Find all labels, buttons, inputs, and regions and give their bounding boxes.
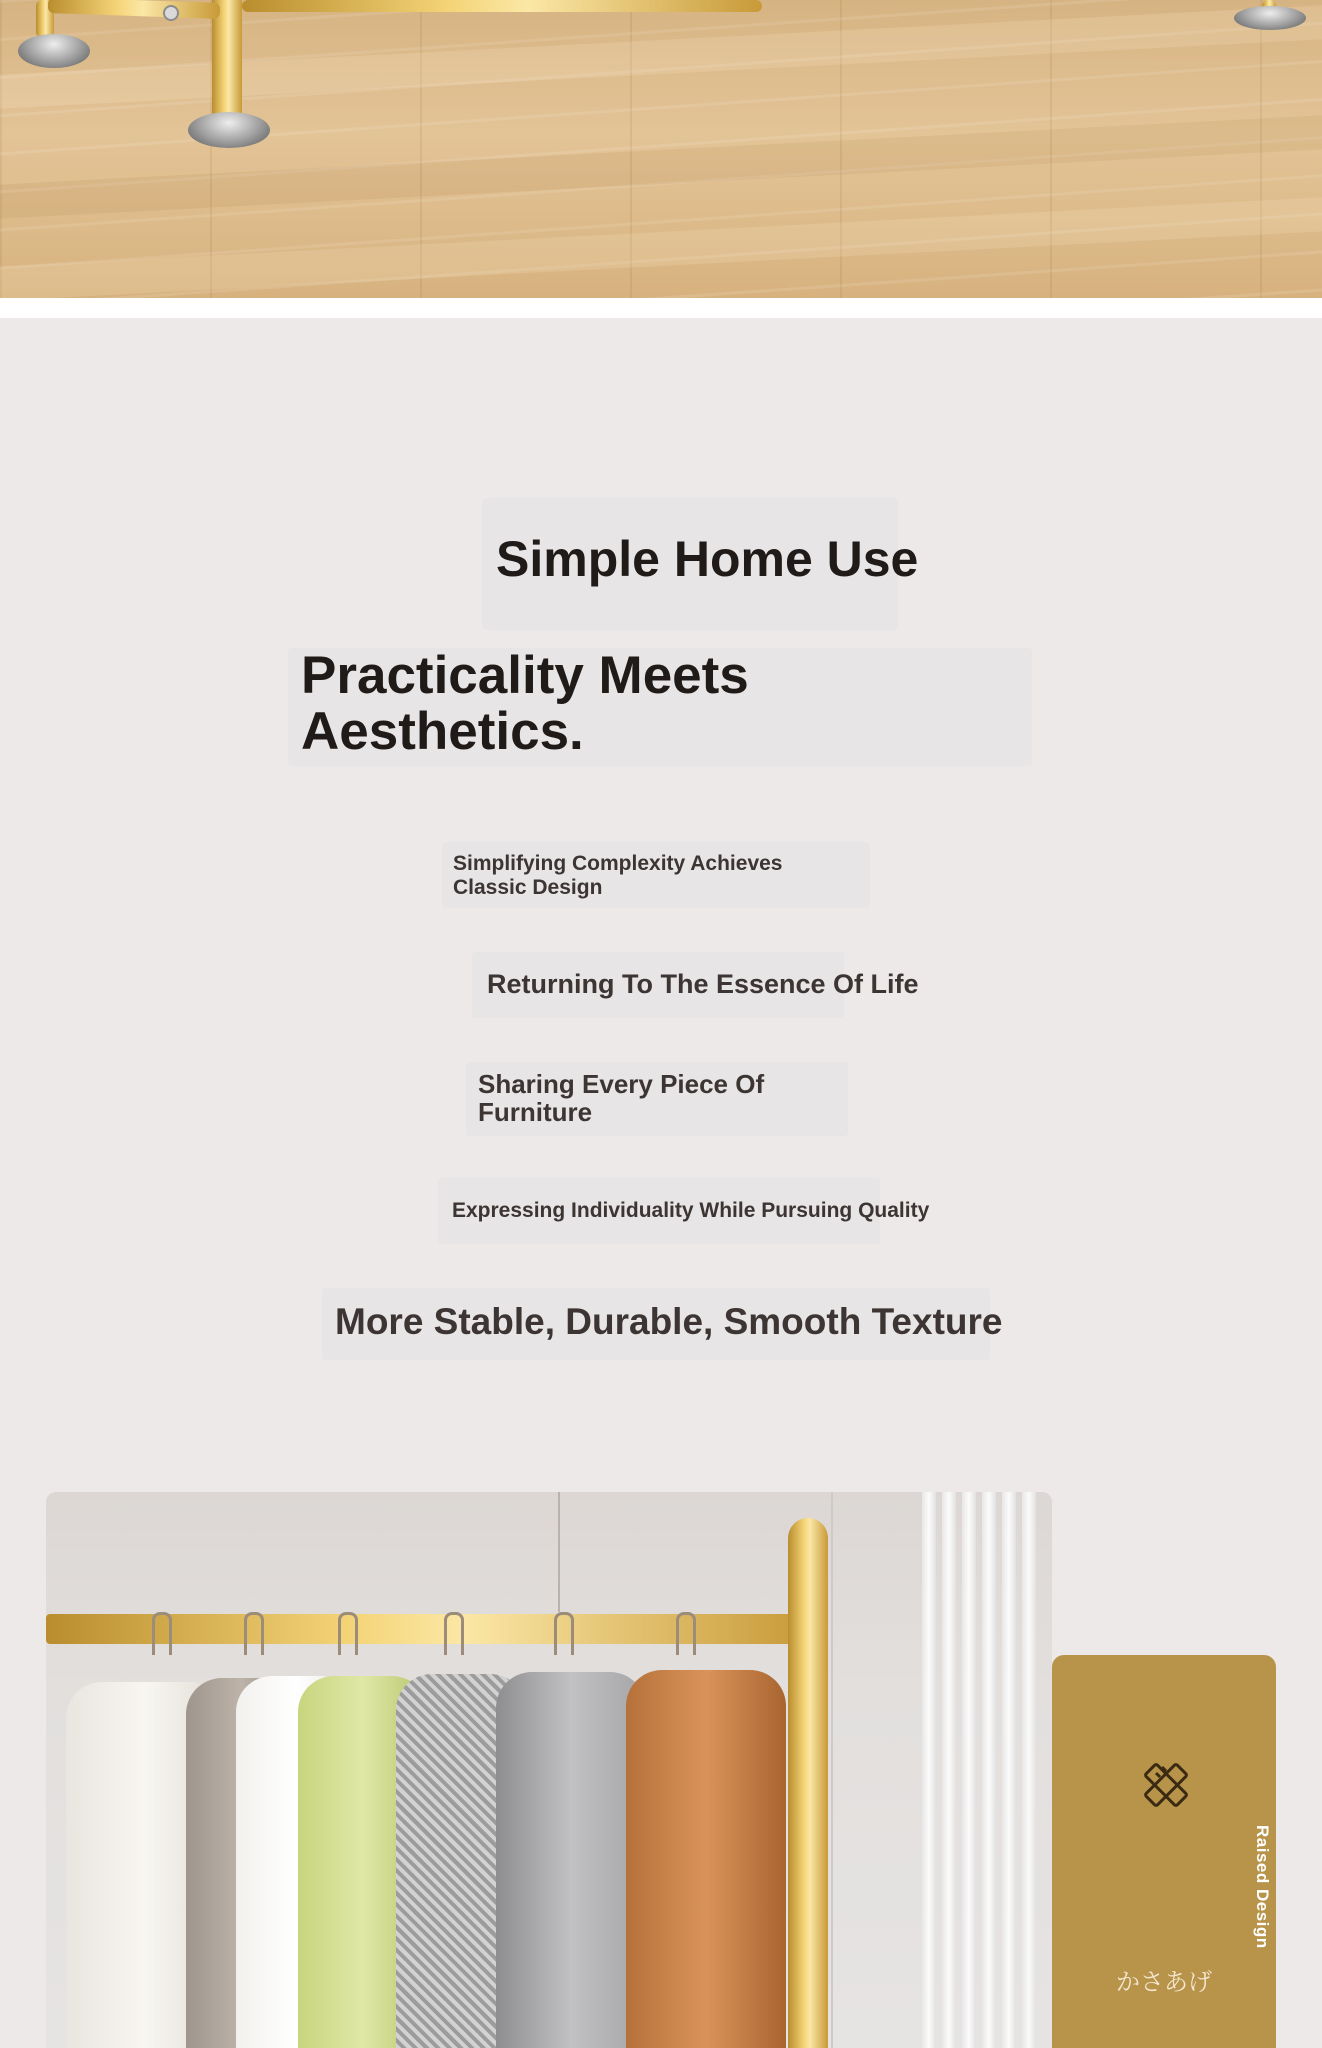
tagline [301,648,749,760]
feature-sharing [478,1071,764,1126]
feature-individuality: Expressing Individuality While Pursuing Quality [452,1199,930,1222]
pencil-ruler-icon [1136,1755,1196,1815]
section-divider [0,298,1322,318]
feature-line: Classic Design [453,875,603,899]
floor-photo [0,0,1322,298]
clothes-rack-photo [46,1492,1052,2048]
feature-simplifying [453,852,782,899]
feature-line: Sharing Every Piece Of [478,1069,765,1099]
feature-line: Furniture [478,1096,593,1127]
raised-design-japanese-label: かさあげ [1116,1968,1212,1996]
page-title: Simple Home Use [496,531,919,587]
tagline-line-1: Practicality Meets [301,646,749,705]
raised-design-label: Raised Design [1253,1825,1272,1949]
feature-essence: Returning To The Essence Of Life [487,969,919,999]
feature-stable: More Stable, Durable, Smooth Texture [335,1301,1003,1342]
feature-line: Simplifying Complexity Achieves [453,852,783,875]
tagline-line-2: Aesthetics. [301,702,584,762]
